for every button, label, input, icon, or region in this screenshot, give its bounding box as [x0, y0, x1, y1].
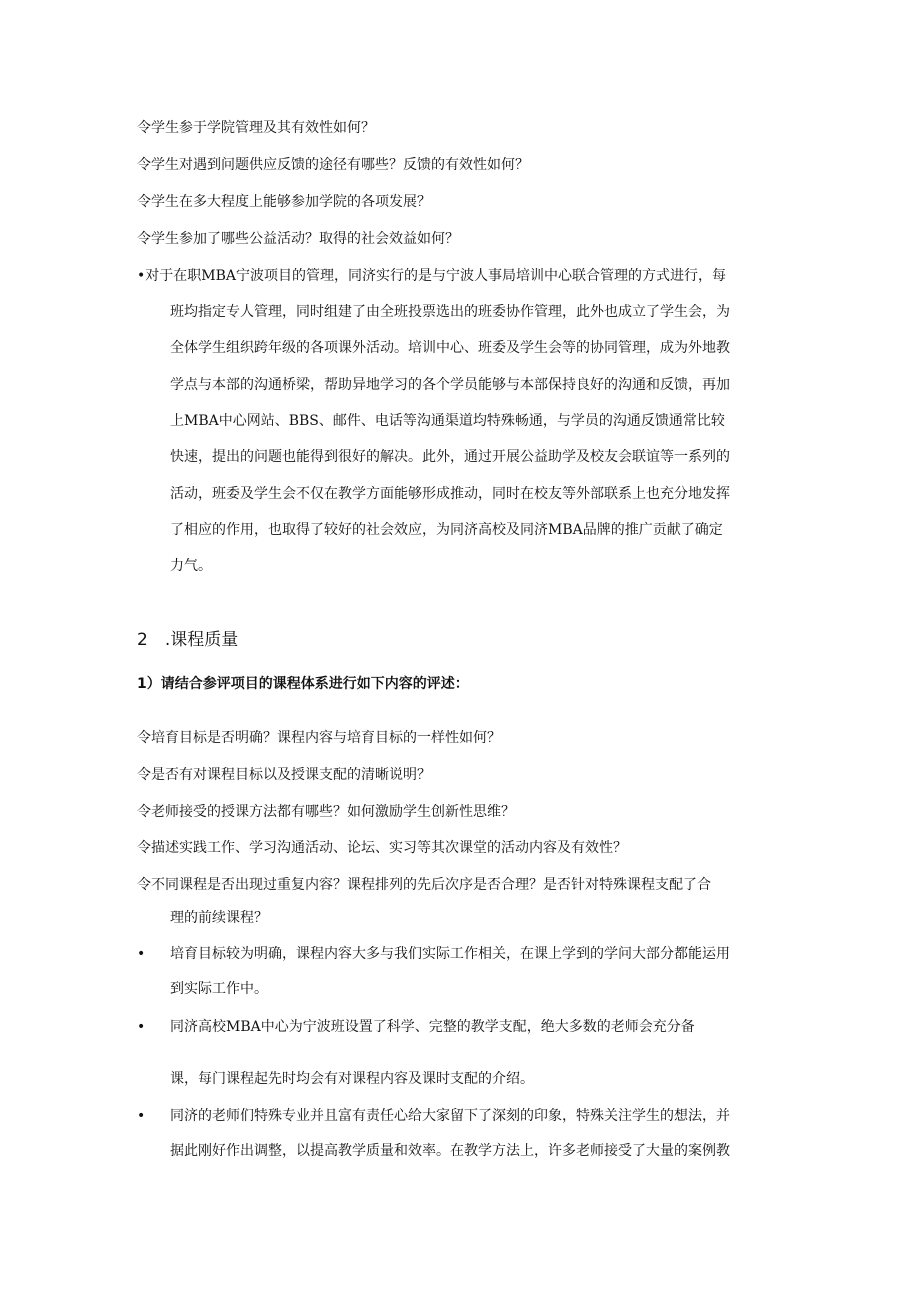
question-line: 令描述实践工作、学习沟通活动、论坛、实习等其次课堂的活动内容及有效性？ — [137, 840, 627, 856]
bullet-line: 同济的老师们特殊专业并且富有责任心给大家留下了深刻的印象，特殊关注学生的想法，并 — [170, 1108, 730, 1124]
answer-line: 上MBA中心网站、BBS、邮件、电话等沟通渠道均特殊畅通，与学员的沟通反馈通常比较 — [170, 413, 725, 429]
question-line: 令学生在多大程度上能够参加学院的各项发展？ — [137, 194, 431, 210]
answer-line: 了相应的作用，也取得了较好的社会效应，为同济高校及同济MBA品牌的推广贡献了确定 — [170, 522, 723, 538]
bullet-line: 课，每门课程起先时均会有对课程内容及课时支配的介绍。 — [170, 1071, 534, 1087]
answer-line: 活动，班委及学生会不仅在教学方面能够形成推动，同时在校友等外部联系上也充分地发挥 — [170, 486, 730, 502]
bullet-icon: • — [137, 1019, 146, 1035]
answer-line: •对于在职MBA宁波项目的管理，同济实行的是与宁波人事局培训中心联合管理的方式进行，每 — [137, 268, 726, 284]
question-line: 令老师接受的授课方法都有哪些？如何激励学生创新性思维？ — [137, 804, 515, 820]
bullet-line: 培育目标较为明确，课程内容大多与我们实际工作相关，在课上学到的学问大部分都能运用 — [170, 946, 730, 962]
question-line: 令不同课程是否出现过重复内容？课程排列的先后次序是否合理？是否针对特殊课程支配了合 — [137, 877, 711, 893]
question-line: 令学生参于学院管理及其有效性如何？ — [137, 120, 375, 136]
question-line: 令是否有对课程目标以及授课支配的清晰说明？ — [137, 767, 431, 783]
question-line: 令学生参加了哪些公益活动？取得的社会效益如何？ — [137, 231, 459, 247]
answer-line: 快速，提出的问题也能得到很好的解决。此外，通过开展公益助学及校友会联谊等一系列的 — [170, 449, 730, 465]
bullet-line: 同济高校MBA中心为宁波班设置了科学、完整的教学支配，绝大多数的老师会充分备 — [170, 1019, 695, 1035]
bullet-line: 据此刚好作出调整，以提高教学质量和效率。在教学方法上，许多老师接受了大量的案例教 — [170, 1143, 730, 1159]
bullet-line: 到实际工作中。 — [170, 981, 268, 997]
answer-line: 力气。 — [170, 558, 212, 574]
bullet-icon: • — [137, 946, 146, 962]
answer-line: 全体学生组织跨年级的各项课外活动。培训中心、班委及学生会等的协同管理，成为外地教 — [170, 340, 730, 356]
section-subheading: 1）请结合参评项目的课程体系进行如下内容的评述： — [137, 676, 469, 692]
question-line: 令学生对遇到问题供应反馈的途径有哪些？反馈的有效性如何？ — [137, 157, 529, 173]
answer-line: 学点与本部的沟通桥梁，帮助异地学习的各个学员能够与本部保持良好的沟通和反馈，再加 — [170, 377, 730, 393]
question-line: 令培育目标是否明确？课程内容与培育目标的一样性如何？ — [137, 730, 501, 746]
question-line: 理的前续课程？ — [170, 910, 268, 926]
section-heading: 2 .课程质量 — [137, 630, 239, 650]
bullet-icon: • — [137, 1108, 146, 1124]
answer-line: 班均指定专人管理，同时组建了由全班投票选出的班委协作管理，此外也成立了学生会，为 — [170, 304, 730, 320]
